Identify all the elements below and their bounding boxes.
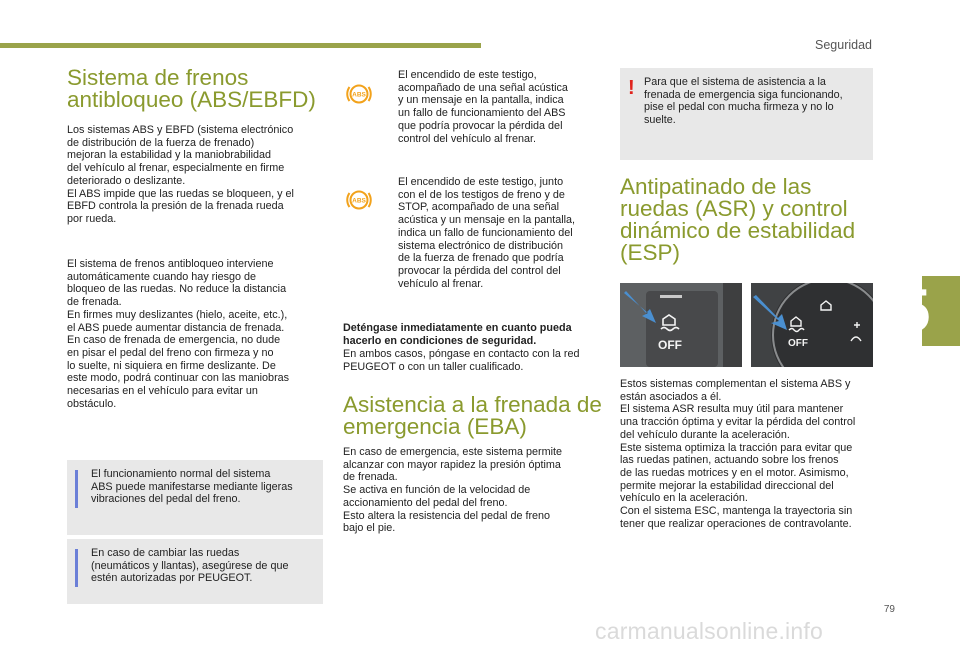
abs-paragraph-2: El sistema de frenos antibloqueo interviene automáticamente cuando hay riesgo de bloqueo de las ruedas. No reduce la distancia de frenada. En firmes muy deslizantes (hielo, aceite, etc.), el ABS puede aumentar distancia de frenada. En caso de frenada de emergencia, no dude en pisar el pedal del freno con firmeza y no lo suelte, ni siquiera en firme deslizante. De este modo, podrá continuar con las maniobras necesarias en el vehículo para evitar un obstáculo. [67,258,290,410]
abs-light-text-2: El encendido de este testigo, junto con el de los testigos de freno y de STOP, acompañado de una señal acústica y un mensaje en la pantalla, indica un fallo de funcionamiento del sistema electrónico de distribución de la fuerza de frenado que podría provocar la pérdida del control del vehículo al frenar. [398,176,576,290]
page-number: 79 [883,604,895,615]
abs-light-text-1: El encendido de este testigo, acompañado de una señal acústica y un mensaje en la pantalla, indica un fallo de funcionamiento del ABS que podría provocar la pérdida del control del vehículo al frenar. [398,69,568,145]
asr-button-photo-2 [751,283,873,367]
stop-instruction: Deténgase inmediatamente en cuanto pueda hacerlo en condiciones de seguridad. [343,322,572,347]
warning-icon: ! [628,77,635,99]
chapter-number: 5 [897,277,931,344]
watermark: carmanualsonline.info [595,618,823,644]
heading-abs: Sistema de frenos antibloqueo (ABS/EBFD) [67,65,316,112]
eba-paragraph: En caso de emergencia, este sistema permite alcanzar con mayor rapidez la presión óptima de frenada. Se activa en función de la velocidad de accionamiento del pedal del freno. Esto altera la resistencia del pedal de freno bajo el pie. [343,446,563,535]
asr-esp-paragraph: Estos sistemas complementan el sistema ABS y están asociados a él. El sistema ASR resulta muy útil para mantener una tracción óptima y evitar la pérdida del control del vehículo durante la aceleración. Este sistema optimiza la tracción para evitar que las ruedas patinen, actuando sobre los frenos de las ruedas motrices y en el motor. Asimismo, permite mejorar la estabilidad direccional del vehículo en la aceleración. Con el sistema ESC, mantenga la trayectoria sin tener que realizar operaciones de contravolante. [620,378,856,530]
info-note-vibration [67,460,323,535]
warning-note-eba [620,68,873,160]
info-icon [75,470,78,508]
info-note-text: El funcionamiento normal del sistema ABS puede manifestarse mediante ligeras vibraciones del pedal del freno. [91,468,293,506]
abs-ebfd-warning-icon [345,186,373,214]
info-note-text: En caso de cambiar las ruedas (neumáticos y llantas), asegúrese de que estén autorizadas por PEUGEOT. [91,547,289,585]
abs-icon-label: ABS [352,91,366,99]
info-icon [75,549,78,587]
asr-button-photo-1 [620,283,742,367]
warning-note-text: Para que el sistema de asistencia a la frenada de emergencia siga funcionando, pise el pedal con mucha firmeza y no lo suelte. [644,76,843,127]
contact-network-text: En ambos casos, póngase en contacto con la red PEUGEOT o con un taller cualificado. [343,348,580,373]
abs-paragraph-1: Los sistemas ABS y EBFD (sistema electrónico de distribución de la fuerza de frenado) mejoran la estabilidad y la maniobrabilidad del vehículo al frenar, especialmente en firme deteriorado o deslizante. El ABS impide que las ruedas se bloqueen, y el EBFD controla la presión de la frenada rueda por rueda. [67,124,294,225]
section-title: Seguridad [815,38,872,52]
abs-icon-label: ABS [352,197,366,205]
info-note-wheels [67,539,323,604]
abs-warning-icon [345,80,373,108]
off-label: OFF [658,338,682,352]
off-label: OFF [788,338,808,349]
heading-asr-esp: Antipatinado de las ruedas (ASR) y control dinámico de estabilidad (ESP) [620,174,856,265]
header-accent-bar [0,43,481,48]
heading-eba: Asistencia a la frenada de emergencia (EBA) [343,392,602,439]
